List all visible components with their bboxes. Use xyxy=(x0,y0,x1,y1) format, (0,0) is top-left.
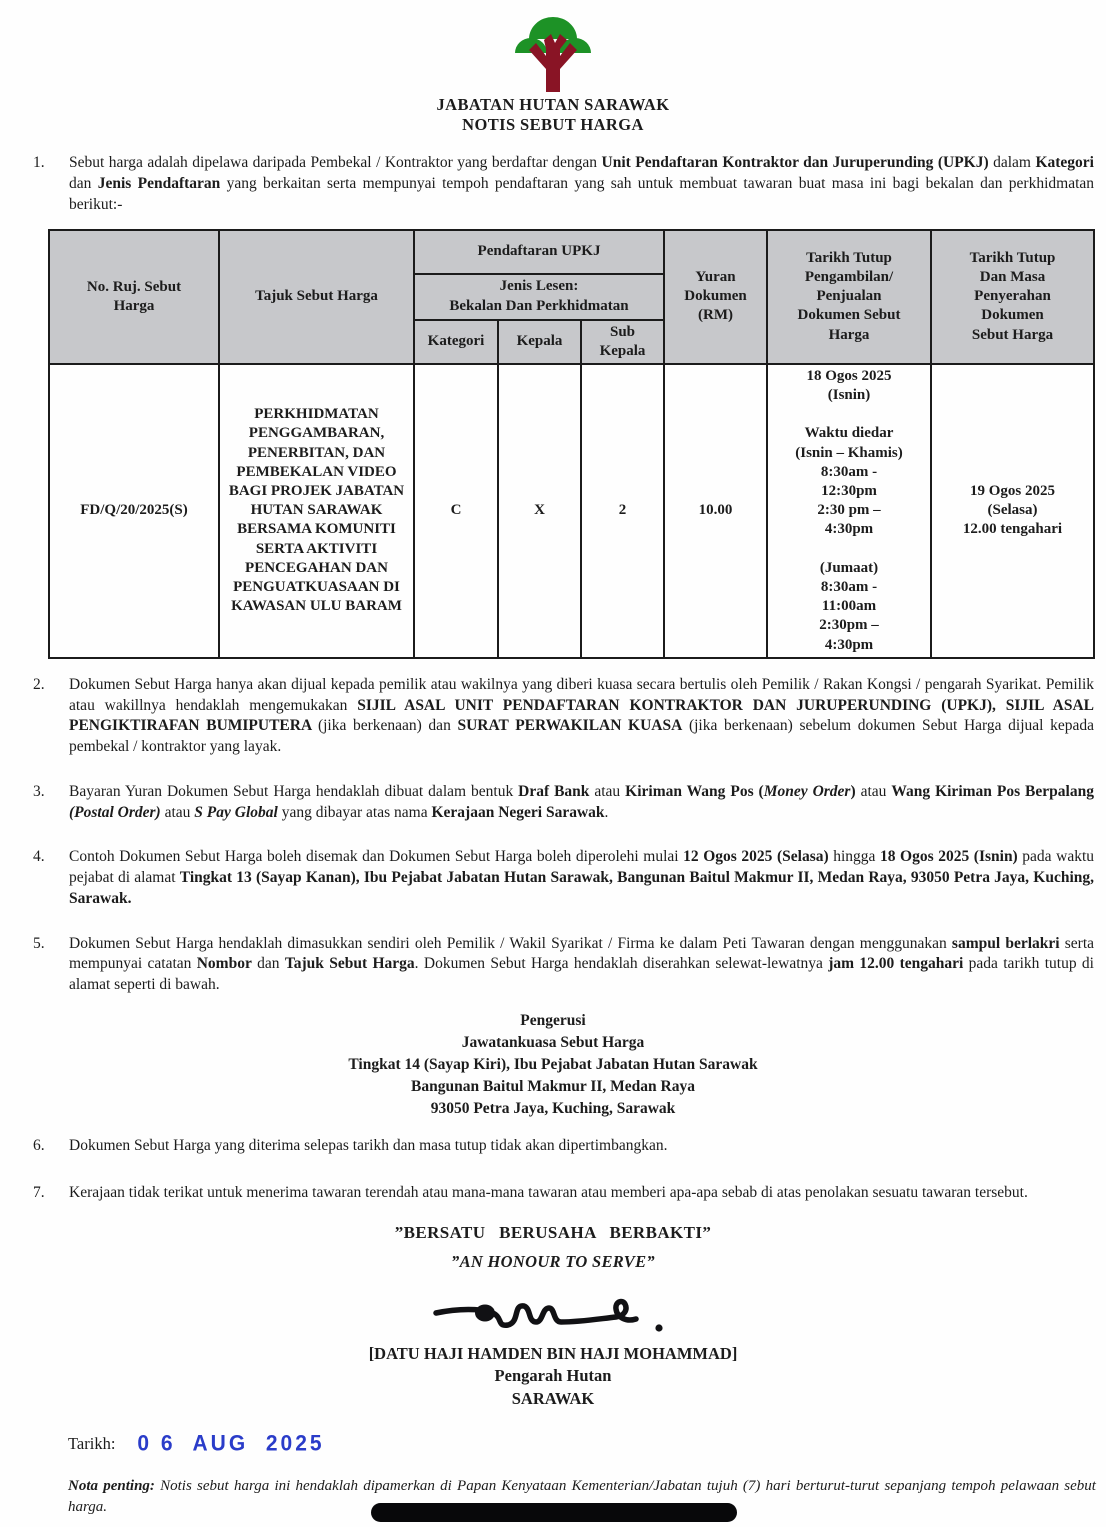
notice-item-5 xyxy=(33,934,1096,996)
cell-sub-kepala: 2 xyxy=(581,364,664,658)
item-number: 2. xyxy=(33,675,45,693)
item-text: Dokumen Sebut Harga hanya akan dijual kepada pemilik atau wakilnya yang diberi kuasa secara bertulis oleh Pemilik / Rakan Kongsi / pengarah Syarikat. Pemilik atau wakillnya hendaklah mengemukakan SIJIL ASAL UNIT PENDAFTARAN KONTRAKTOR DAN JURUPERUNDING (UPKJ), SIJIL ASAL PENGIKTIRAFAN BUMIPUTERA (jika berkenaan) dan SURAT PERWAKILAN KUASA (jika berkenaan) sebelum dokumen Sebut Harga dijual kepada pembekal / kontraktor yang layak. xyxy=(69,675,1095,756)
cell-kategori: C xyxy=(414,364,498,658)
notice-item-3 xyxy=(33,782,1096,824)
header-kategori: Kategori xyxy=(414,320,498,364)
cell-kepala: X xyxy=(498,364,581,658)
org-title: JABATAN HUTAN SARAWAK xyxy=(436,95,670,114)
motto-block xyxy=(0,1221,1106,1273)
item-text: Kerajaan tidak terikat untuk menerima tawaran terendah atau mana-mana tawaran atau memberi apa-apa sebab di atas penolakan sesuatu tawaran tersebut. xyxy=(69,1183,1028,1201)
quotation-table xyxy=(48,229,1095,659)
title-block xyxy=(0,95,1106,135)
item-number: 4. xyxy=(33,848,45,866)
date-stamp: 0 6 AUG 2025 xyxy=(137,1431,325,1456)
header-jenis-lesen: Jenis Lesen: Bekalan Dan Perkhidmatan xyxy=(414,274,664,320)
item-text: Sebut harga adalah dipelawa daripada Pembekal / Kontraktor yang berdaftar dengan Unit Pendaftaran Kontraktor dan Juruperunding (UPKJ) dalam Kategori dan Jenis Pendaftaran yang berkaitan serta mempunyai tempoh pendaftaran yang sah untuk membuat tawaran buat masa ini bagi bekalan dan perkhidmatan berikut:- xyxy=(69,154,1095,213)
item-text: Dokumen Sebut Harga hendaklah dimasukkan sendiri oleh Pemilik / Wakil Syarikat / Firma ke dalam Peti Tawaran dengan menggunakan sampul berlakri serta mempunyai catatan Nombor dan Tajuk Sebut Harga. Dokumen Sebut Harga hendaklah diserahkan selewat-lewatnya jam 12.00 tengahari pada tarikh tutup di alamat seperti di bawah. xyxy=(69,934,1095,994)
header-tarikh-penyerahan: Tarikh Tutup Dan Masa Penyerahan Dokumen Sebut Harga xyxy=(931,230,1094,364)
item-text: Contoh Dokumen Sebut Harga boleh disemak dan Dokumen Sebut Harga boleh diperolehi mulai 12 Ogos 2025 (Selasa) hingga 18 Ogos 2025 (Isnin) pada waktu pejabat di alamat Tingkat 13 (Sayap Kanan), Ibu Pejabat Jabatan Hutan Sarawak, Bangunan Baitul Makmur II, Medan Raya, 93050 Petra Jaya, Kuching, Sarawak. xyxy=(69,848,1095,907)
motto-english: ”AN HONOUR TO SERVE” xyxy=(451,1251,655,1271)
notice-item-1 xyxy=(33,153,1096,215)
submission-address-block: Pengerusi Jawatankuasa Sebut Harga Tingkat 14 (Sayap Kiri), Ibu Pejabat Jabatan Hutan Sarawak Bangunan Baitul Makmur II, Medan Raya 93050 Petra Jaya, Kuching, Sarawak xyxy=(348,1011,758,1117)
canopy-center xyxy=(529,17,577,39)
item-number: 7. xyxy=(33,1183,45,1201)
cell-tarikh-penyerahan: 19 Ogos 2025 (Selasa) 12.00 tengahari xyxy=(931,364,1094,658)
notice-item-2 xyxy=(33,675,1096,758)
doc-title: NOTIS SEBUT HARGA xyxy=(462,115,644,135)
motto-malay: ”BERSATU BERUSAHA BERBAKTI” xyxy=(394,1223,712,1243)
header-tajuk: Tajuk Sebut Harga xyxy=(219,230,414,364)
header-yuran: Yuran Dokumen (RM) xyxy=(664,230,767,364)
signature-wrap xyxy=(0,1281,1106,1343)
item-number: 1. xyxy=(33,154,45,172)
signatory-title: Pengarah Hutan xyxy=(494,1366,612,1386)
item-number: 5. xyxy=(33,934,45,952)
signatory-block xyxy=(0,1343,1106,1410)
header-no-ruj: No. Ruj. Sebut Harga xyxy=(49,230,219,364)
notice-item-6 xyxy=(33,1136,1096,1157)
signatory-name: [DATU HAJI HAMDEN BIN HAJI MOHAMMAD] xyxy=(368,1344,738,1363)
notice-item-4 xyxy=(33,847,1096,909)
note-label: Nota penting: xyxy=(68,1477,155,1494)
signature-scribble xyxy=(428,1281,678,1341)
item-number: 3. xyxy=(33,782,45,800)
notice-item-7 xyxy=(33,1183,1096,1204)
cell-tarikh-pengambilan: 18 Ogos 2025 (Isnin) Waktu diedar (Isnin – Khamis) 8:30am - 12:30pm 2:30 pm – 4:30pm (Jumaat) 8:30am - 11:00am 2:30pm – 4:30pm xyxy=(767,364,931,658)
header-tarikh-pengambilan: Tarikh Tutup Pengambilan/ Penjualan Dokumen Sebut Harga xyxy=(767,230,931,364)
signatory-org: SARAWAK xyxy=(511,1388,595,1408)
item-text: Bayaran Yuran Dokumen Sebut Harga hendaklah dibuat dalam bentuk Draf Bank atau Kiriman Wang Pos (Money Order) atau Wang Kiriman Pos Berpalang (Postal Order) atau S Pay Global yang dibayar atas nama Kerajaan Negeri Sarawak. xyxy=(69,782,1094,821)
home-indicator-bar[interactable] xyxy=(371,1503,737,1522)
table-row xyxy=(49,364,1094,658)
cell-tajuk: PERKHIDMATAN PENGGAMBARAN, PENERBITAN, DAN PEMBEKALAN VIDEO BAGI PROJEK JABATAN HUTAN SARAWAK BERSAMA KOMUNITI SERTA AKTIVITI PENCEGAHAN DAN PENGUATKUASAAN DI KAWASAN ULU BARAM xyxy=(219,364,414,658)
item-text: Dokumen Sebut Harga yang diterima selepas tarikh dan masa tutup tidak akan dipertimbangkan. xyxy=(69,1136,668,1154)
cell-yuran: 10.00 xyxy=(664,364,767,658)
forest-department-tree-logo xyxy=(515,13,591,93)
note-text: Notis sebut harga ini hendaklah dipamerkan di Papan Kenyataan Kementerian/Jabatan tujuh (7) hari berturut-turut sepanjang tempoh pelawaan sebut harga. xyxy=(68,1477,1096,1515)
date-label: Tarikh: xyxy=(68,1433,116,1453)
item-number: 6. xyxy=(33,1136,45,1154)
header-pendaftaran-upkj: Pendaftaran UPKJ xyxy=(414,230,664,274)
header-sub-kepala: Sub Kepala xyxy=(581,320,664,364)
header-kepala: Kepala xyxy=(498,320,581,364)
cell-no-ruj: FD/Q/20/2025(S) xyxy=(49,364,219,658)
logo-wrap xyxy=(0,0,1106,93)
date-line xyxy=(68,1432,1106,1456)
